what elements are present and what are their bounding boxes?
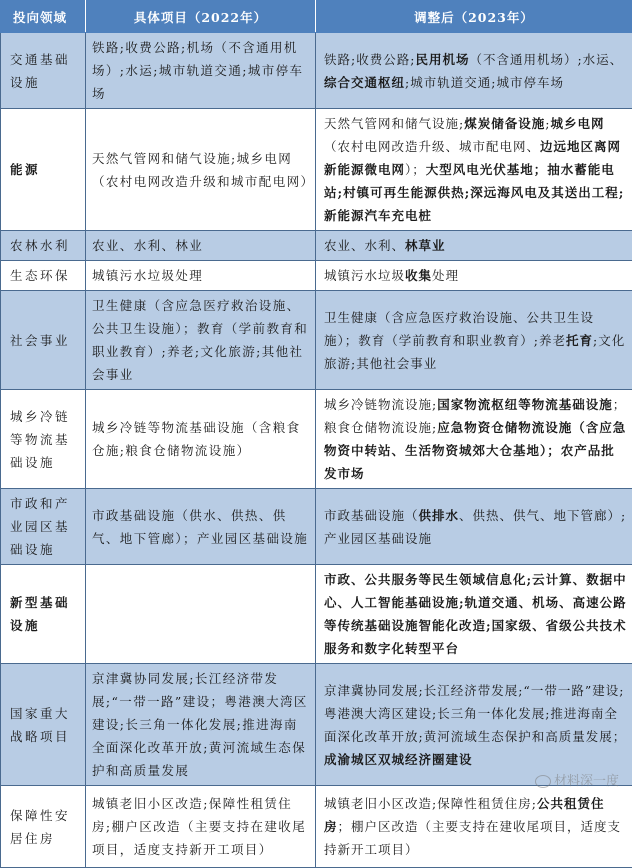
cell-2022: 城镇老旧小区改造;保障性租赁住房;棚户区改造（主要支持在建收尾项目，适度支持新开工项目） xyxy=(86,786,316,868)
table-row xyxy=(1,261,632,291)
cell-2023 xyxy=(316,390,632,489)
cell-2023 xyxy=(316,231,632,261)
cell-2023 xyxy=(316,291,632,390)
cell-area: 国家重大战略项目 xyxy=(1,664,86,786)
cell-area: 保障性安居住房 xyxy=(1,786,86,868)
cell-2023 xyxy=(316,261,632,291)
cell-2022: 城镇污水垃圾处理 xyxy=(86,261,316,291)
table-row xyxy=(1,489,632,565)
text-segment: ;城市轨道交通;城市停车场 xyxy=(405,75,564,90)
cell-2023 xyxy=(316,565,632,664)
highlight-text: 国家物流枢纽等物流基础设施 xyxy=(437,397,613,412)
table-row xyxy=(1,664,632,786)
text-segment: ;文化旅游;其他社会事业 xyxy=(324,333,625,371)
cell-area: 市政和产业园区基础设施 xyxy=(1,489,86,565)
cell-2023 xyxy=(316,489,632,565)
text-segment: 、供热、供气、地下管廊）;产业园区基础设施 xyxy=(324,508,626,546)
cell-2023 xyxy=(316,33,632,109)
cell-area: 能源 xyxy=(1,109,86,231)
table-row xyxy=(1,109,632,231)
cell-area: 农林水利 xyxy=(1,231,86,261)
table-row xyxy=(1,565,632,664)
highlight-text: 市政、公共服务等民生领域信息化;云计算、数据中心、人工智能基础设施;轨道交通、机场、高速公路等传统基础设施智能化改造;国家级、省级公共技术服务和数字化转型平台 xyxy=(324,572,627,656)
highlight-text: 综合交通枢纽 xyxy=(324,75,405,90)
wechat-icon xyxy=(535,775,551,788)
text-segment: （农村电网改造升级、城市配电网、 xyxy=(324,139,540,154)
cell-2023 xyxy=(316,786,632,868)
table-row xyxy=(1,231,632,261)
header-area: 投向领域 xyxy=(1,1,86,33)
cell-area: 城乡冷链等物流基础设施 xyxy=(1,390,86,489)
cell-2022: 铁路;收费公路;机场（不含通用机场）;水运;城市轨道交通;城市停车场 xyxy=(86,33,316,109)
text-segment: 市政基础设施（ xyxy=(324,508,419,523)
highlight-text: 收集 xyxy=(405,268,432,283)
text-segment: ；粮食仓储物流设施; xyxy=(324,397,626,435)
table-row xyxy=(1,390,632,489)
text-segment: （不含通用机场）;水运、 xyxy=(469,52,623,67)
highlight-text: 林草业 xyxy=(405,238,446,253)
highlight-text: 民用机场 xyxy=(415,52,469,67)
text-segment: 处理 xyxy=(432,268,459,283)
cell-2022: 城乡冷链等物流基础设施（含粮食仓施;粮食仓储物流设施） xyxy=(86,390,316,489)
text-segment: 城乡冷链物流设施; xyxy=(324,397,437,412)
highlight-text: 应急物资仓储物流设施（含应急物资中转站、生活物资城郊大仓基地）；农产品批发市场 xyxy=(324,420,626,481)
highlight-text: 边远地区离网新能源微电网 xyxy=(324,139,621,177)
text-segment: ；棚户区改造（主要支持在建收尾项目，适度支持新开工项目） xyxy=(324,819,621,857)
cell-area: 交通基础设施 xyxy=(1,33,86,109)
cell-2023 xyxy=(316,664,632,786)
text-segment: 铁路;收费公路; xyxy=(324,52,415,67)
header-row xyxy=(1,1,632,33)
cell-2023 xyxy=(316,109,632,231)
cell-2022: 市政基础设施（供水、供热、供气、地下管廊）；产业园区基础设施 xyxy=(86,489,316,565)
cell-2022 xyxy=(86,565,316,664)
table-row xyxy=(1,786,632,868)
highlight-text: 城乡电网 xyxy=(550,116,604,131)
text-segment: ）； xyxy=(405,162,426,177)
header-2022: 具体项目（2022年） xyxy=(86,1,316,33)
highlight-text: 公共租赁住房 xyxy=(324,796,604,834)
cell-area: 社会事业 xyxy=(1,291,86,390)
highlight-text: 大型风电光伏基地；抽水蓄能电站;村镇可再生能源供热;深远海风电及其送出工程;新能源汽车充电桩 xyxy=(324,162,624,223)
cell-area: 新型基础设施 xyxy=(1,565,86,664)
text-segment: 天然气管网和储气设施; xyxy=(324,116,464,131)
text-segment: ; xyxy=(545,116,550,131)
cell-area: 生态环保 xyxy=(1,261,86,291)
cell-2022: 天然气管网和储气设施;城乡电网（农村电网改造升级和城市配电网） xyxy=(86,109,316,231)
cell-2022: 农业、水利、林业 xyxy=(86,231,316,261)
text-segment: 卫生健康（含应急医疗救治设施、公共卫生设施）；教育（学前教育和职业教育）;养老 xyxy=(324,310,594,348)
text-segment: 京津冀协同发展;长江经济带发展;“一带一路”建设;粤港澳大湾区建设;长三角一体化发展;推进海南全面深化改革开放;黄河流域生态保护和高质量发展； xyxy=(324,683,626,744)
text-segment: 农业、水利、 xyxy=(324,238,405,253)
watermark xyxy=(535,770,619,789)
cell-2022: 京津冀协同发展;长江经济带发展;“一带一路”建设；粤港澳大湾区建设;长三角一体化发展;推进海南全面深化改革开放;黄河流域生态保护和高质量发展 xyxy=(86,664,316,786)
table-row xyxy=(1,291,632,390)
highlight-text: 成渝城区双城经济圈建设 xyxy=(324,752,473,767)
text-segment: 城镇污水垃圾 xyxy=(324,268,405,283)
table-row xyxy=(1,33,632,109)
text-segment: 城镇老旧小区改造;保障性租赁住房; xyxy=(324,796,537,811)
header-2023: 调整后（2023年） xyxy=(316,1,632,33)
highlight-text: 煤炭储备设施 xyxy=(464,116,545,131)
cell-2022: 卫生健康（含应急医疗救治设施、公共卫生设施）；教育（学前教育和职业教育）;养老;文化旅游;其他社会事业 xyxy=(86,291,316,390)
watermark-text: 材料深一度 xyxy=(554,774,619,789)
highlight-text: 托育 xyxy=(566,333,593,348)
highlight-text: 供排水 xyxy=(419,508,460,523)
